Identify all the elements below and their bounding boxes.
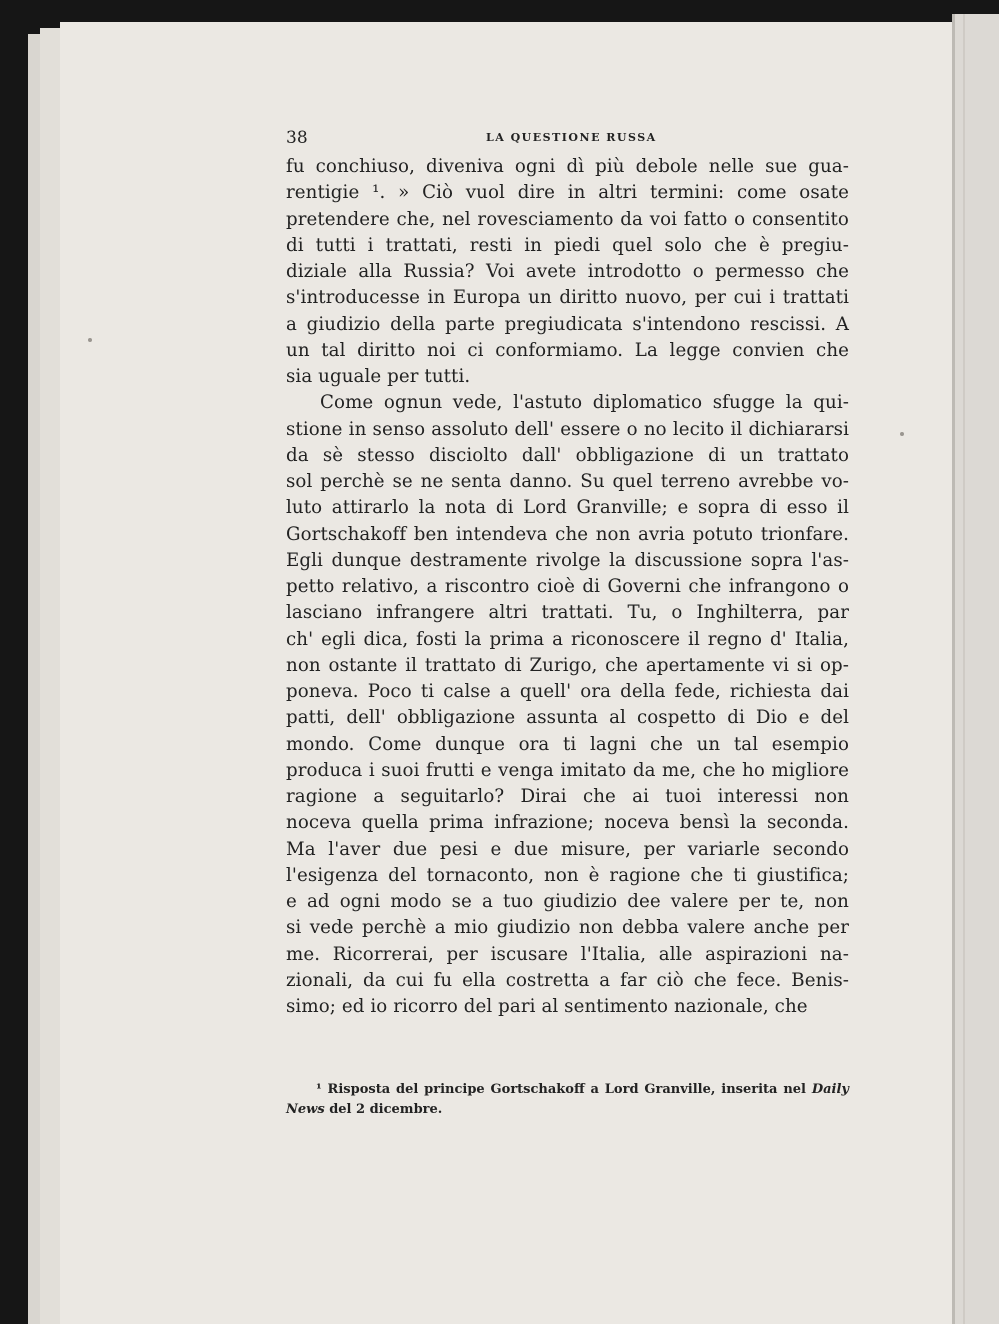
footnote — [286, 1080, 849, 1120]
text-line: pretendere che, nel rovesciamento da voi fatto o consentito — [286, 208, 849, 230]
text-line: noceva quella prima infrazione; noceva bensì la seconda. — [286, 812, 849, 834]
text-line: lasciano infrangere altri trattati. Tu, o Inghilterra, par — [286, 602, 849, 624]
text-line: non ostante il trattato di Zurigo, che apertamente vi si op- — [286, 654, 849, 676]
text-line: Come ognun vede, l'astuto diplomatico sfugge la qui- — [320, 392, 849, 414]
text-line: s'introducesse in Europa un diritto nuovo, per cui i trattati — [286, 287, 849, 309]
text-line: sol perchè se ne senta danno. Su quel terreno avrebbe vo- — [286, 471, 849, 492]
text-line: rentigie ¹. » Ciò vuol dire in altri termini: come osate — [286, 182, 849, 204]
page-text-block — [286, 124, 849, 1020]
running-title: LA QUESTIONE RUSSA — [486, 131, 657, 144]
facing-page-edge — [952, 14, 999, 1324]
body-text — [286, 154, 849, 1020]
text-line: luto attirarlo la nota di Lord Granville; e sopra di esso il — [286, 497, 849, 519]
text-line: Egli dunque destramente rivolge la discussione sopra l'as- — [286, 549, 849, 571]
text-line: diziale alla Russia? Voi avete introdotto o permesso che — [286, 261, 849, 282]
footnote-italic-text: Daily — [811, 1082, 849, 1097]
footnote-line — [286, 1100, 849, 1120]
text-line: fu conchiuso, diveniva ogni dì più debole nelle sue gua- — [286, 156, 849, 177]
text-line: l'esigenza del tornaconto, non è ragione che ti giustifica; — [286, 864, 849, 886]
text-line: simo; ed io ricorro del pari al sentimento nazionale, che — [286, 996, 808, 1017]
text-line: a giudizio della parte pregiudicata s'intendono rescissi. A — [286, 313, 849, 335]
paper-speck — [88, 338, 92, 342]
page-number: 38 — [286, 128, 308, 148]
text-line: da sè stesso disciolto dall' obbligazione di un trattato — [286, 444, 849, 466]
text-line: zionali, da cui fu ella costretta a far ciò che fece. Benis- — [286, 969, 849, 991]
text-line: un tal diritto noi ci conformiamo. La legge convien che — [286, 339, 849, 361]
text-line: Ma l'aver due pesi e due misure, per variarle secondo — [286, 838, 849, 860]
text-line: Gortschakoff ben intendeva che non avria potuto trionfare. — [286, 523, 849, 545]
footnote-line — [286, 1080, 849, 1100]
text-line: di tutti i trattati, resti in piedi quel solo che è pregiu- — [286, 234, 849, 256]
text-line: e ad ogni modo se a tuo giudizio dee valere per te, non — [286, 891, 849, 912]
paper-speck — [900, 432, 904, 436]
footnote-text: ¹ Risposta del principe Gortschakoff a Lord Granville, inserita nel — [316, 1082, 806, 1097]
footnote-text: del 2 dicembre. — [324, 1102, 443, 1117]
text-line: ch' egli dica, fosti la prima a riconoscere il regno d' Italia, — [286, 628, 849, 650]
text-line: petto relativo, a riscontro cioè di Governi che infrangono o — [286, 576, 849, 597]
footnote-italic-text: News — [286, 1102, 325, 1117]
running-head — [286, 124, 849, 154]
text-line: me. Ricorrerai, per iscusare l'Italia, alle aspirazioni na- — [286, 943, 849, 965]
text-line: sia uguale per tutti. — [286, 366, 471, 387]
text-line: stione in senso assoluto dell' essere o no lecito il dichiararsi — [286, 418, 849, 440]
text-line: si vede perchè a mio giudizio non debba valere anche per — [286, 917, 849, 939]
text-line: patti, dell' obbligazione assunta al cospetto di Dio e del — [286, 707, 849, 729]
text-line: ragione a seguitarlo? Dirai che ai tuoi interessi non — [286, 786, 849, 807]
text-line: produca i suoi frutti e venga imitato da me, che ho migliore — [286, 759, 849, 781]
text-line: mondo. Come dunque ora ti lagni che un tal esempio — [286, 733, 849, 755]
text-line: poneva. Poco ti calse a quell' ora della fede, richiesta dai — [286, 681, 849, 702]
